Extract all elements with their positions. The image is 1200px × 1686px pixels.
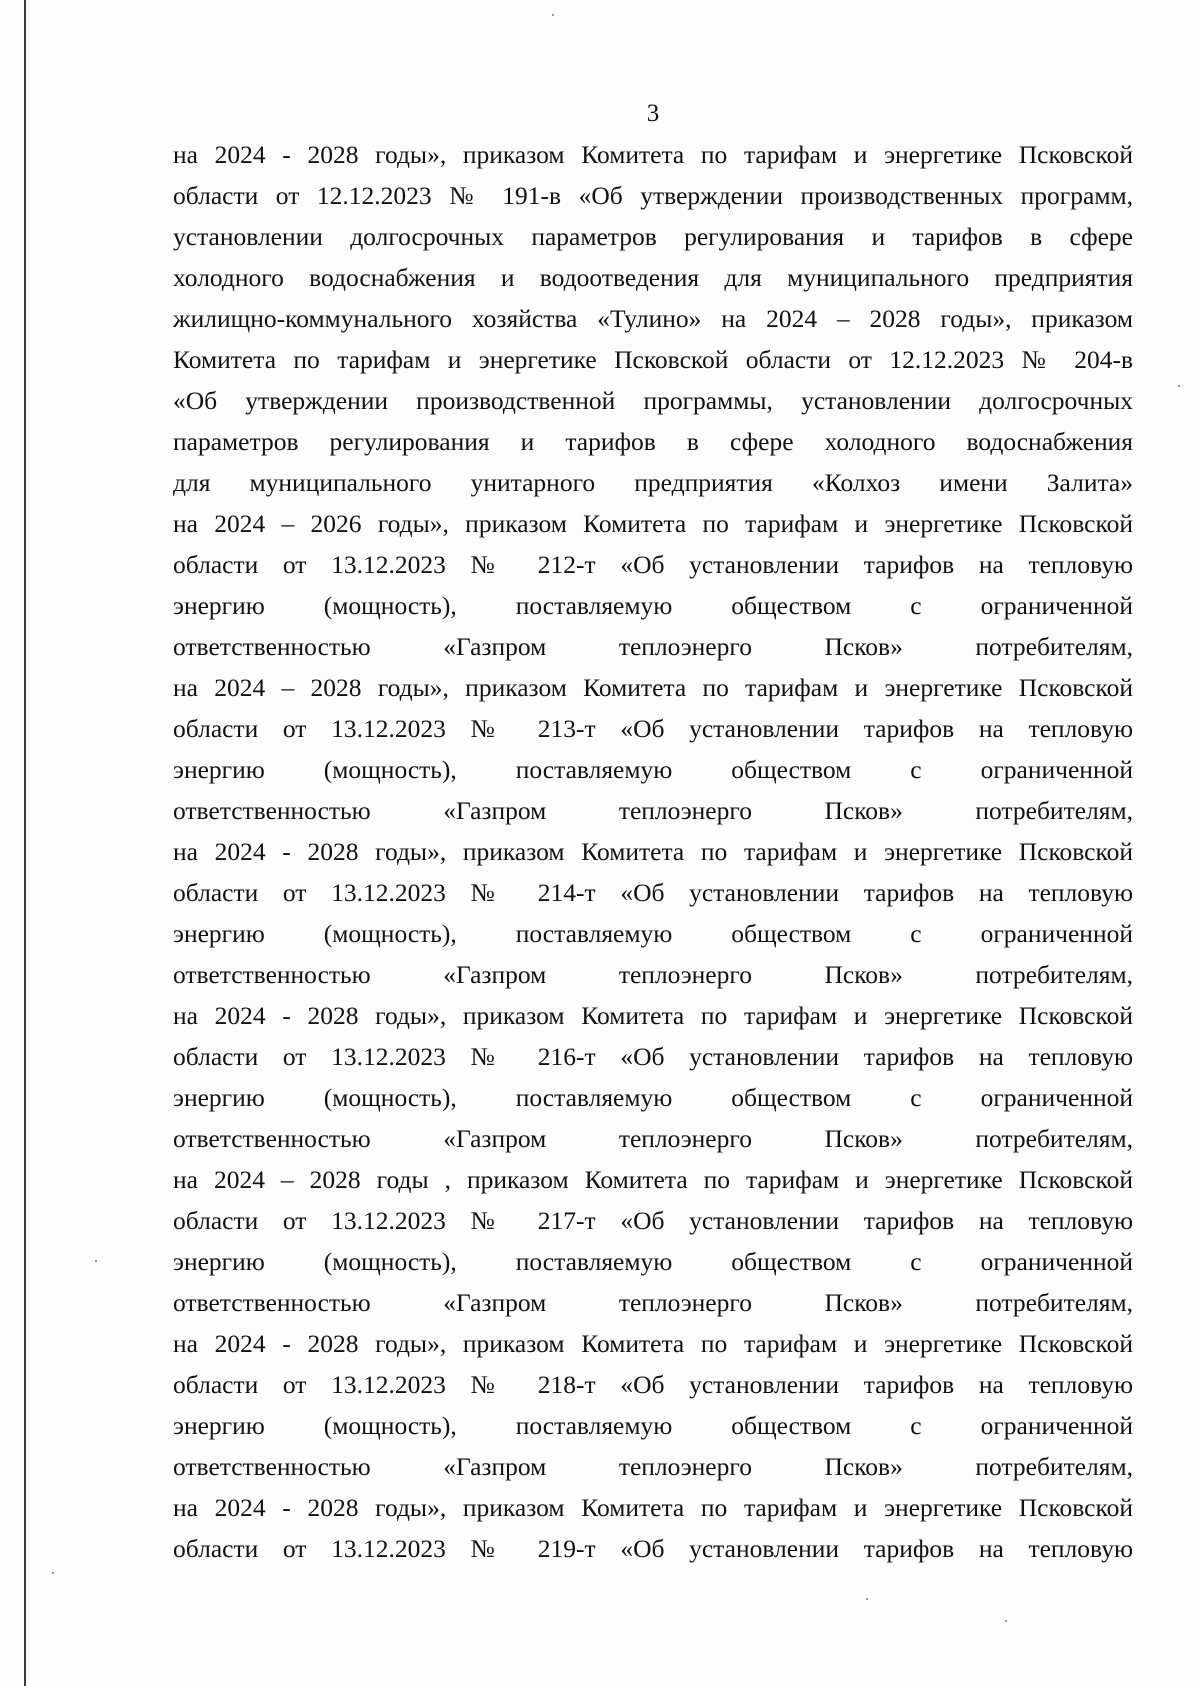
text-line: Комитета по тарифам и энергетике Псковской области от 12.12.2023 № 204-в <box>173 345 1133 374</box>
page-number: 3 <box>646 100 660 127</box>
scan-speck <box>866 1598 868 1600</box>
text-line: на 2024 - 2028 годы», приказом Комитета по тарифам и энергетике Псковской <box>173 140 1133 169</box>
text-line: энергию (мощность), поставляемую обществом с ограниченной <box>173 1083 1133 1112</box>
text-line: ответственностью «Газпром теплоэнерго Псков» потребителям, <box>173 960 1133 989</box>
scan-edge-line <box>24 0 26 1686</box>
text-line: области от 12.12.2023 № 191-в «Об утверждении производственных программ, <box>173 181 1133 210</box>
text-line: области от 13.12.2023 № 218-т «Об установлении тарифов на тепловую <box>173 1370 1133 1399</box>
scan-speck <box>95 1260 97 1262</box>
text-line: области от 13.12.2023 № 212-т «Об установлении тарифов на тепловую <box>173 550 1133 579</box>
text-line: энергию (мощность), поставляемую обществом с ограниченной <box>173 591 1133 620</box>
text-line: для муниципального унитарного предприятия «Колхоз имени Залита» <box>173 468 1133 497</box>
text-line: «Об утверждении производственной программы, установлении долгосрочных <box>173 386 1133 415</box>
text-line: на 2024 - 2028 годы», приказом Комитета по тарифам и энергетике Псковской <box>173 837 1133 866</box>
text-line: на 2024 – 2028 годы , приказом Комитета по тарифам и энергетике Псковской <box>173 1165 1133 1194</box>
text-line: энергию (мощность), поставляемую обществом с ограниченной <box>173 1247 1133 1276</box>
text-line: области от 13.12.2023 № 219-т «Об установлении тарифов на тепловую <box>173 1534 1133 1563</box>
text-line: энергию (мощность), поставляемую обществом с ограниченной <box>173 755 1133 784</box>
text-line: ответственностью «Газпром теплоэнерго Псков» потребителям, <box>173 796 1133 825</box>
scan-speck <box>1005 1620 1007 1622</box>
text-line: области от 13.12.2023 № 213-т «Об установлении тарифов на тепловую <box>173 714 1133 743</box>
text-line: на 2024 - 2028 годы», приказом Комитета по тарифам и энергетике Псковской <box>173 1001 1133 1030</box>
text-line: ответственностью «Газпром теплоэнерго Псков» потребителям, <box>173 1124 1133 1153</box>
text-line: холодного водоснабжения и водоотведения для муниципального предприятия <box>173 263 1133 292</box>
text-line: установлении долгосрочных параметров регулирования и тарифов в сфере <box>173 222 1133 251</box>
text-line: области от 13.12.2023 № 217-т «Об установлении тарифов на тепловую <box>173 1206 1133 1235</box>
text-line: на 2024 – 2028 годы», приказом Комитета по тарифам и энергетике Псковской <box>173 673 1133 702</box>
text-line: области от 13.12.2023 № 216-т «Об установлении тарифов на тепловую <box>173 1042 1133 1071</box>
scan-speck <box>52 1572 54 1574</box>
text-line: ответственностью «Газпром теплоэнерго Псков» потребителям, <box>173 632 1133 661</box>
text-line: на 2024 - 2028 годы», приказом Комитета по тарифам и энергетике Псковской <box>173 1329 1133 1358</box>
text-line: параметров регулирования и тарифов в сфере холодного водоснабжения <box>173 427 1133 456</box>
text-line: на 2024 – 2026 годы», приказом Комитета по тарифам и энергетике Псковской <box>173 509 1133 538</box>
text-line: области от 13.12.2023 № 214-т «Об установлении тарифов на тепловую <box>173 878 1133 907</box>
text-line: жилищно-коммунального хозяйства «Тулино» на 2024 – 2028 годы», приказом <box>173 304 1133 333</box>
text-line: ответственностью «Газпром теплоэнерго Псков» потребителям, <box>173 1288 1133 1317</box>
scan-speck <box>1178 385 1180 387</box>
body-text <box>173 134 1133 1569</box>
text-line: ответственностью «Газпром теплоэнерго Псков» потребителям, <box>173 1452 1133 1481</box>
scan-speck <box>552 14 554 16</box>
text-line: на 2024 - 2028 годы», приказом Комитета по тарифам и энергетике Псковской <box>173 1493 1133 1522</box>
text-line: энергию (мощность), поставляемую обществом с ограниченной <box>173 1411 1133 1440</box>
text-line: энергию (мощность), поставляемую обществом с ограниченной <box>173 919 1133 948</box>
